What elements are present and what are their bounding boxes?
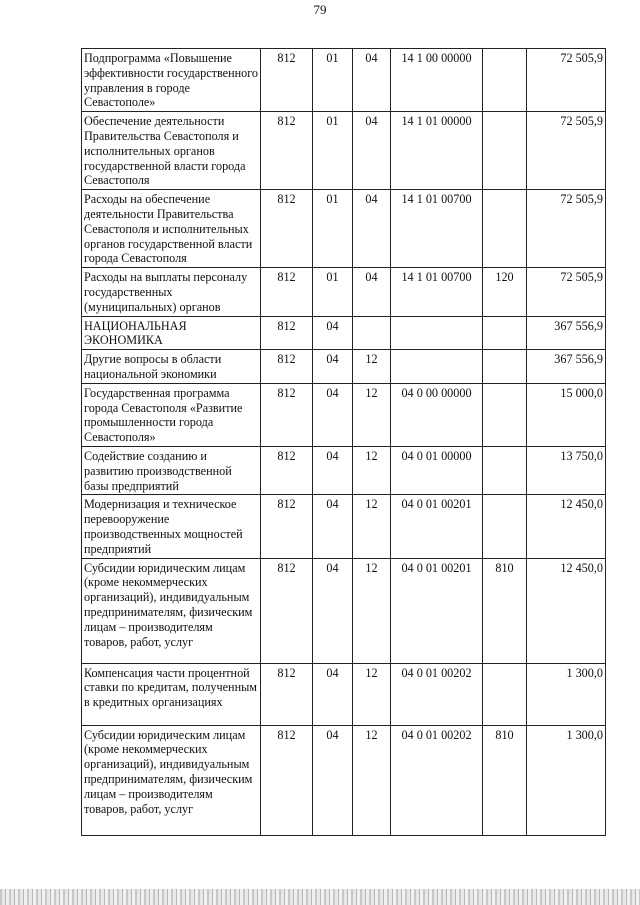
table-row (82, 383, 606, 446)
table-row (82, 190, 606, 268)
table-row (82, 725, 606, 835)
row-ved-code: 812 (261, 446, 313, 494)
row-expense-type (483, 49, 527, 112)
row-target-article: 04 0 01 00202 (391, 663, 483, 725)
row-ved-code: 812 (261, 725, 313, 835)
table-row (82, 663, 606, 725)
row-name: Обеспечение деятельности Правительства Севастополя и исполнительных органов государственной власти города Севастополя (82, 112, 261, 190)
row-expense-type (483, 112, 527, 190)
row-ved-code: 812 (261, 350, 313, 384)
row-sum: 72 505,9 (527, 268, 606, 316)
row-subsection-code (353, 316, 391, 350)
row-section-code: 01 (313, 112, 353, 190)
row-subsection-code: 12 (353, 725, 391, 835)
row-sum: 12 450,0 (527, 495, 606, 558)
row-subsection-code: 12 (353, 495, 391, 558)
row-name: Субсидии юридическим лицам (кроме некоммерческих организаций), индивидуальным предпринимателям, физическим лицам – производителям товаров, работ, услуг (82, 558, 261, 663)
row-ved-code: 812 (261, 383, 313, 446)
row-ved-code: 812 (261, 663, 313, 725)
row-expense-type (483, 663, 527, 725)
row-section-code: 04 (313, 383, 353, 446)
row-expense-type (483, 495, 527, 558)
row-section-code: 04 (313, 495, 353, 558)
row-expense-type: 120 (483, 268, 527, 316)
row-expense-type: 810 (483, 725, 527, 835)
table-row (82, 112, 606, 190)
row-ved-code: 812 (261, 558, 313, 663)
row-section-code: 04 (313, 725, 353, 835)
row-name: НАЦИОНАЛЬНАЯ ЭКОНОМИКА (82, 316, 261, 350)
row-section-code: 04 (313, 558, 353, 663)
row-name: Субсидии юридическим лицам (кроме некоммерческих организаций), индивидуальным предпринимателям, физическим лицам – производителям товаров, работ, услуг (82, 725, 261, 835)
row-expense-type (483, 350, 527, 384)
row-sum: 13 750,0 (527, 446, 606, 494)
row-expense-type: 810 (483, 558, 527, 663)
row-target-article (391, 316, 483, 350)
row-target-article (391, 350, 483, 384)
row-target-article: 04 0 01 00201 (391, 558, 483, 663)
row-expense-type (483, 316, 527, 350)
row-name: Государственная программа города Севастополя «Развитие промышленности города Севастополя» (82, 383, 261, 446)
row-target-article: 14 1 01 00700 (391, 190, 483, 268)
row-sum: 1 300,0 (527, 725, 606, 835)
budget-table (81, 48, 606, 836)
row-expense-type (483, 383, 527, 446)
row-section-code: 01 (313, 268, 353, 316)
row-section-code: 04 (313, 316, 353, 350)
row-subsection-code: 04 (353, 49, 391, 112)
row-expense-type (483, 190, 527, 268)
row-section-code: 01 (313, 190, 353, 268)
row-target-article: 04 0 01 00201 (391, 495, 483, 558)
row-ved-code: 812 (261, 112, 313, 190)
table-row (82, 316, 606, 350)
row-subsection-code: 12 (353, 383, 391, 446)
row-expense-type (483, 446, 527, 494)
row-sum: 1 300,0 (527, 663, 606, 725)
row-target-article: 04 0 01 00000 (391, 446, 483, 494)
scan-edge-artifact (0, 889, 640, 905)
page-number: 79 (313, 2, 327, 17)
row-ved-code: 812 (261, 495, 313, 558)
row-sum: 72 505,9 (527, 190, 606, 268)
row-target-article: 14 1 01 00000 (391, 112, 483, 190)
table-row (82, 268, 606, 316)
row-ved-code: 812 (261, 190, 313, 268)
row-subsection-code: 12 (353, 663, 391, 725)
table-row (82, 558, 606, 663)
row-section-code: 04 (313, 663, 353, 725)
row-sum: 15 000,0 (527, 383, 606, 446)
table-row (82, 49, 606, 112)
table-body (82, 49, 606, 836)
table-row (82, 350, 606, 384)
row-name: Другие вопросы в области национальной экономики (82, 350, 261, 384)
row-subsection-code: 12 (353, 350, 391, 384)
row-target-article: 14 1 01 00700 (391, 268, 483, 316)
row-sum: 12 450,0 (527, 558, 606, 663)
row-subsection-code: 04 (353, 190, 391, 268)
row-subsection-code: 04 (353, 268, 391, 316)
row-ved-code: 812 (261, 268, 313, 316)
row-subsection-code: 04 (353, 112, 391, 190)
table-row (82, 446, 606, 494)
row-ved-code: 812 (261, 49, 313, 112)
row-target-article: 04 0 01 00202 (391, 725, 483, 835)
row-sum: 367 556,9 (527, 350, 606, 384)
row-subsection-code: 12 (353, 558, 391, 663)
row-target-article: 04 0 00 00000 (391, 383, 483, 446)
row-section-code: 04 (313, 446, 353, 494)
row-ved-code: 812 (261, 316, 313, 350)
row-name: Расходы на выплаты персоналу государственных (муниципальных) органов (82, 268, 261, 316)
row-subsection-code: 12 (353, 446, 391, 494)
row-name: Модернизация и техническое перевооружение производственных мощностей предприятий (82, 495, 261, 558)
table-row (82, 495, 606, 558)
row-section-code: 01 (313, 49, 353, 112)
row-name: Компенсация части процентной ставки по кредитам, полученным в кредитных организациях (82, 663, 261, 725)
row-name: Расходы на обеспечение деятельности Правительства Севастополя и исполнительных органов государственной власти города Севастополя (82, 190, 261, 268)
row-sum: 72 505,9 (527, 49, 606, 112)
row-name: Содействие созданию и развитию производственной базы предприятий (82, 446, 261, 494)
row-section-code: 04 (313, 350, 353, 384)
row-target-article: 14 1 00 00000 (391, 49, 483, 112)
row-sum: 367 556,9 (527, 316, 606, 350)
row-sum: 72 505,9 (527, 112, 606, 190)
row-name: Подпрограмма «Повышение эффективности государственного управления в городе Севастополе» (82, 49, 261, 112)
